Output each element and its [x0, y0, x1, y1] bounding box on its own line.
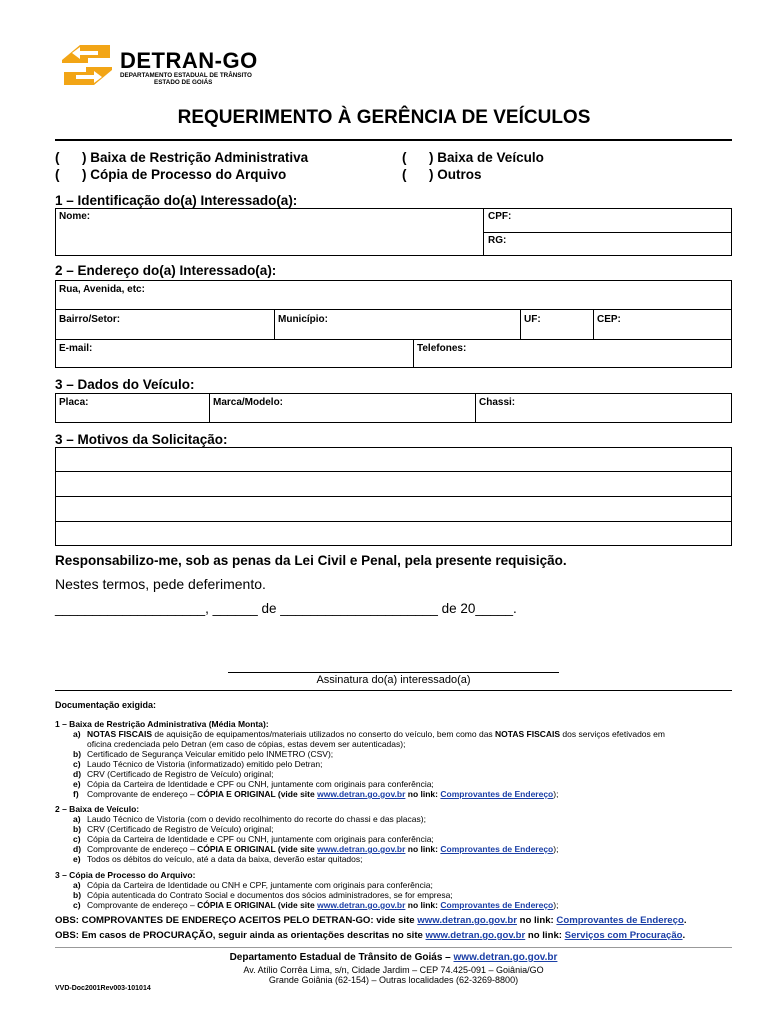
item-letter: b) — [73, 890, 82, 900]
list-item — [55, 769, 735, 779]
group-2-items — [55, 814, 735, 864]
comprovantes-link[interactable]: Comprovantes de Endereço — [440, 789, 554, 799]
option-baixa-restricao[interactable] — [55, 150, 308, 165]
page-title: REQUERIMENTO À GERÊNCIA DE VEÍCULOS — [177, 107, 591, 128]
footer-address: Av. Atílio Corrêa Lima, s/n, Cidade Jardim – CEP 74.425-091 – Goiânia/GO — [243, 965, 544, 975]
item-text: (vide site — [275, 900, 318, 910]
obs-text: . — [682, 930, 686, 941]
deferimento-text: Nestes termos, pede deferimento. — [55, 576, 266, 592]
logo-subtitle-2: ESTADO DE GOIÁS — [154, 79, 213, 86]
option-mark: ( ) — [55, 150, 87, 165]
item-text: Todos os débitos do veículo, até a data da baixa, deverão estar quitados; — [87, 854, 363, 864]
email-field[interactable]: E-mail: — [59, 343, 93, 354]
obs-text: no link: — [525, 930, 565, 941]
list-item — [55, 779, 735, 789]
bairro-field[interactable]: Bairro/Setor: — [59, 314, 121, 325]
item-text: CÓPIA E ORIGINAL — [197, 789, 276, 799]
detran-site-link[interactable]: www.detran.go.gov.br — [425, 930, 526, 941]
option-mark: ( ) — [402, 167, 434, 182]
nome-field[interactable]: Nome: — [59, 211, 91, 222]
group-3-title: 3 – Cópia de Processo do Arquivo: — [55, 870, 196, 880]
item-text: Comprovante de endereço – — [87, 789, 198, 799]
item-text: CRV (Certificado de Registro de Veículo) original; — [87, 824, 274, 834]
group-1-title: 1 – Baixa de Restrição Administrativa (Média Monta): — [55, 719, 269, 729]
item-letter: c) — [73, 759, 81, 769]
signature-line[interactable] — [228, 672, 559, 673]
list-item — [55, 749, 735, 759]
item-text: Comprovante de endereço – — [87, 844, 198, 854]
item-text: CÓPIA E ORIGINAL — [197, 900, 276, 910]
title-divider — [55, 139, 732, 141]
list-item — [55, 880, 735, 890]
section-1-title: 1 – Identificação do(a) Interessado(a): — [55, 193, 298, 208]
item-letter: b) — [73, 749, 82, 759]
detran-site-link[interactable]: www.detran.go.gov.br — [317, 844, 406, 854]
option-label: Cópia de Processo do Arquivo — [90, 167, 287, 182]
section-3-title: 3 – Dados do Veículo: — [55, 377, 195, 392]
divider — [55, 309, 732, 310]
group-2-title: 2 – Baixa de Veículo: — [55, 804, 140, 814]
list-item — [55, 844, 735, 854]
item-letter: e) — [73, 779, 81, 789]
comprovantes-link[interactable]: Comprovantes de Endereço — [440, 900, 554, 910]
item-letter: d) — [73, 844, 82, 854]
footer-divider — [55, 947, 732, 948]
divider — [483, 232, 732, 233]
list-item — [55, 789, 735, 799]
list-item — [55, 729, 735, 739]
obs-text: OBS: COMPROVANTES DE ENDEREÇO ACEITOS PELO DETRAN-GO: vide site — [55, 915, 418, 926]
item-text: no link: — [405, 900, 441, 910]
address-table — [55, 280, 732, 368]
logo-subtitle-1: DEPARTAMENTO ESTADUAL DE TRÂNSITO — [120, 72, 252, 79]
item-letter: b) — [73, 824, 82, 834]
item-text: CÓPIA E ORIGINAL — [197, 844, 276, 854]
obs-procuracao — [55, 930, 685, 941]
item-text: dos serviços efetivados em — [560, 729, 665, 739]
obs-text: OBS: Em casos de PROCURAÇÃO, seguir ainda as orientações descritas no site — [55, 930, 426, 941]
marca-field[interactable]: Marca/Modelo: — [213, 397, 284, 408]
option-copia-processo[interactable] — [55, 167, 286, 182]
divider — [55, 471, 732, 472]
item-letter: c) — [73, 834, 81, 844]
docs-title: Documentação exigida: — [55, 700, 157, 710]
detran-arrows-icon — [58, 42, 116, 88]
section-2-title: 2 – Endereço do(a) Interessado(a): — [55, 263, 277, 278]
item-letter: c) — [73, 900, 81, 910]
item-text: de aquisição de equipamentos/materiais utilizados no conserto do veículo, bem como das — [152, 729, 496, 739]
rg-field[interactable]: RG: — [488, 235, 507, 246]
item-text: Cópia da Carteira de Identidade e CPF ou CNH, juntamente com originais para conferência; — [87, 834, 434, 844]
item-text: NOTAS FISCAIS — [495, 729, 561, 739]
group-1-items — [55, 729, 735, 799]
signature-label: Assinatura do(a) interessado(a) — [316, 674, 471, 686]
vehicle-table — [55, 393, 732, 423]
item-letter: a) — [73, 880, 81, 890]
item-text: oficina credenciada pelo Detran (em caso de cópias, estas devem ser autenticadas); — [87, 739, 406, 749]
obs-comprovantes — [55, 915, 687, 926]
item-text: Cópia autenticada do Contrato Social e documentos dos sócios administradores, se for empresa; — [87, 890, 453, 900]
section-4-title: 3 – Motivos da Solicitação: — [55, 432, 228, 447]
item-text: Cópia da Carteira de Identidade ou CNH e CPF, juntamente com originais para conferência; — [87, 880, 433, 890]
option-baixa-veiculo[interactable] — [402, 150, 544, 165]
option-label: Outros — [437, 167, 482, 182]
cpf-field[interactable]: CPF: — [488, 211, 512, 222]
option-mark: ( ) — [55, 167, 87, 182]
comprovantes-link[interactable]: Comprovantes de Endereço — [440, 844, 554, 854]
divider — [55, 339, 732, 340]
item-text: ); — [553, 900, 559, 910]
option-outros[interactable] — [402, 167, 482, 182]
item-letter: f) — [73, 789, 79, 799]
item-text: Cópia da Carteira de Identidade e CPF ou CNH, juntamente com originais para conferência; — [87, 779, 434, 789]
group-3-items — [55, 880, 735, 910]
placa-field[interactable]: Placa: — [59, 397, 89, 408]
date-line[interactable]: ____________________, ______ de _____________________ de 20_____. — [55, 601, 517, 616]
item-text: Certificado de Segurança Veicular emitido pelo INMETRO (CSV); — [87, 749, 334, 759]
option-label: Baixa de Restrição Administrativa — [90, 150, 309, 165]
option-label: Baixa de Veículo — [437, 150, 544, 165]
detran-site-link[interactable]: www.detran.go.gov.br — [317, 789, 406, 799]
item-text: (vide site — [275, 789, 318, 799]
divider — [55, 521, 732, 522]
item-text: Comprovante de endereço – — [87, 900, 198, 910]
item-text: Laudo Técnico de Vistoria (com o devido recolhimento do recorte do chassi e das placas); — [87, 814, 426, 824]
obs-text: no link: — [516, 915, 557, 926]
list-item — [55, 854, 735, 864]
municipio-field[interactable]: Município: — [278, 314, 328, 325]
list-item — [55, 739, 735, 749]
item-text: Laudo Técnico de Vistoria (informatizado) emitido pelo Detran; — [87, 759, 323, 769]
list-item — [55, 824, 735, 834]
list-item — [55, 814, 735, 824]
item-text: CRV (Certificado de Registro de Veículo) original; — [87, 769, 274, 779]
divider — [55, 496, 732, 497]
footer-site-link[interactable]: www.detran.go.gov.br — [453, 952, 558, 963]
detran-site-link[interactable]: www.detran.go.gov.br — [417, 915, 517, 926]
list-item — [55, 900, 735, 910]
detran-site-link[interactable]: www.detran.go.gov.br — [317, 900, 406, 910]
item-letter: a) — [73, 814, 81, 824]
item-text: ); — [553, 789, 559, 799]
list-item — [55, 834, 735, 844]
procuracao-link[interactable]: Serviços com Procuração — [564, 930, 683, 941]
logo-name: DETRAN-GO — [120, 48, 258, 73]
item-text: no link: — [405, 844, 441, 854]
footer-dept-text: Departamento Estadual de Trânsito de Goiás – — [229, 952, 454, 963]
rua-field[interactable]: Rua, Avenida, etc: — [59, 284, 145, 295]
item-text: NOTAS FISCAIS — [87, 729, 153, 739]
comprovantes-link[interactable]: Comprovantes de Endereço — [556, 915, 684, 926]
list-item — [55, 759, 735, 769]
item-text: no link: — [405, 789, 441, 799]
item-letter: e) — [73, 854, 81, 864]
docs-divider — [55, 690, 732, 691]
document-code: VVD-Doc2001Rev003-101014 — [55, 985, 151, 992]
footer-dept — [0, 952, 768, 963]
obs-text: . — [683, 915, 687, 926]
item-text: (vide site — [275, 844, 318, 854]
option-mark: ( ) — [402, 150, 434, 165]
item-letter: d) — [73, 769, 82, 779]
telefones-field[interactable]: Telefones: — [417, 343, 467, 354]
item-text: ); — [553, 844, 559, 854]
uf-field[interactable]: UF: — [524, 314, 541, 325]
cep-field[interactable]: CEP: — [597, 314, 621, 325]
item-letter: a) — [73, 729, 81, 739]
responsibility-statement: Responsabilizo-me, sob as penas da Lei Civil e Penal, pela presente requisição. — [55, 553, 567, 568]
footer-phones: Grande Goiânia (62-154) – Outras localidades (62-3269-8800) — [268, 975, 519, 985]
detran-logo — [58, 42, 258, 88]
list-item — [55, 890, 735, 900]
chassi-field[interactable]: Chassi: — [479, 397, 516, 408]
